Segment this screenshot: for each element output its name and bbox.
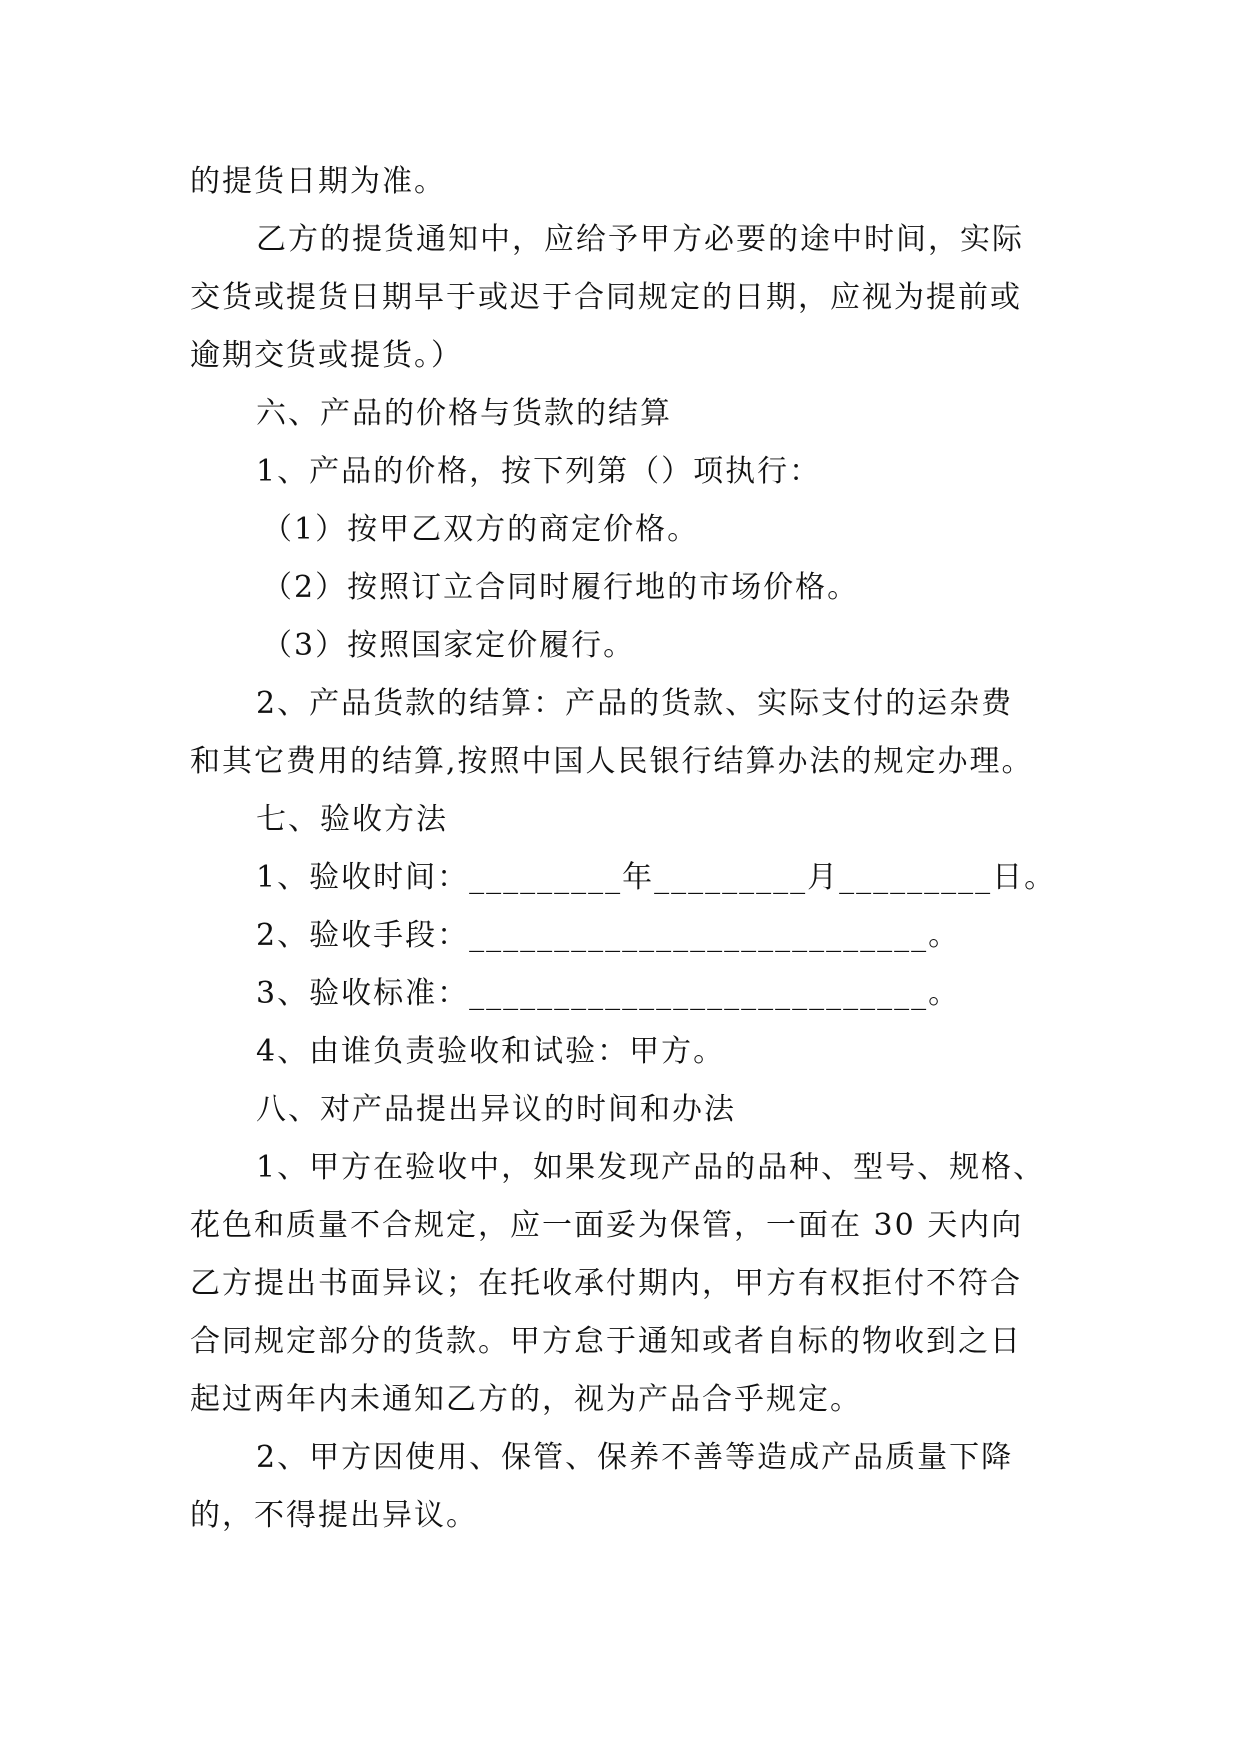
text-line: （2）按照订立合同时履行地的市场价格。 xyxy=(262,570,860,605)
section-heading: 六、产品的价格与货款的结算 xyxy=(256,396,672,431)
text-line: 交货或提货日期早于或迟于合同规定的日期，应视为提前或 xyxy=(190,280,1022,315)
text-line: 4、由谁负责验收和试验：甲方。 xyxy=(256,1034,726,1069)
text-line: 花色和质量不合规定，应一面妥为保管，一面在 30 天内向 xyxy=(190,1208,1024,1243)
text-line: 1、产品的价格，按下列第（）项执行： xyxy=(256,454,822,489)
text-line: 的，不得提出异议。 xyxy=(190,1498,478,1533)
text-line: 3、验收标准：___________________________。 xyxy=(256,976,961,1011)
text-line: 的提货日期为准。 xyxy=(190,164,446,199)
text-line: 乙方的提货通知中，应给予甲方必要的途中时间，实际 xyxy=(256,222,1024,257)
text-line: 2、验收手段：___________________________。 xyxy=(256,918,961,953)
text-line: 1、验收时间：_________年_________月_________日。 xyxy=(256,860,1057,895)
text-line: 逾期交货或提货。） xyxy=(190,338,463,373)
text-line: 合同规定部分的货款。甲方怠于通知或者自标的物收到之日 xyxy=(190,1324,1022,1359)
text-line: 起过两年内未通知乙方的，视为产品合乎规定。 xyxy=(190,1382,862,1417)
text-line: （3）按照国家定价履行。 xyxy=(262,628,636,663)
section-heading: 八、对产品提出异议的时间和办法 xyxy=(256,1092,736,1127)
text-line: 2、甲方因使用、保管、保养不善等造成产品质量下降 xyxy=(256,1440,1014,1475)
section-heading: 七、验收方法 xyxy=(256,802,448,837)
text-line: 1、甲方在验收中，如果发现产品的品种、型号、规格、 xyxy=(256,1150,1046,1185)
text-line: 和其它费用的结算,按照中国人民银行结算办法的规定办理。 xyxy=(190,744,1034,779)
text-line: 2、产品货款的结算：产品的货款、实际支付的运杂费 xyxy=(256,686,1014,721)
text-line: （1）按甲乙双方的商定价格。 xyxy=(262,512,700,547)
text-line: 乙方提出书面异议；在托收承付期内，甲方有权拒付不符合 xyxy=(190,1266,1022,1301)
